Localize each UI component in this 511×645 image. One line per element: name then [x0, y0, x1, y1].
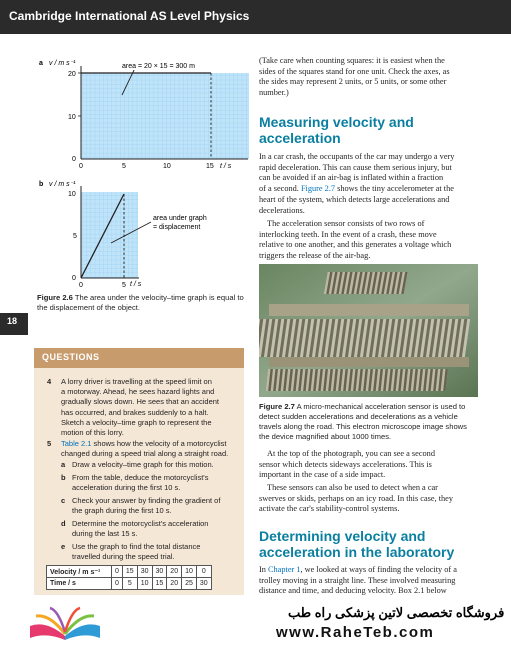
heading-line: acceleration	[259, 130, 341, 146]
text-line: relative to one another, and this generates a voltage which	[259, 240, 452, 250]
text-line: The acceleration sensor consists of two rows of	[267, 219, 425, 228]
part-letter: b	[61, 473, 66, 482]
table-cell: 15	[122, 566, 137, 578]
figure-caption-text: The area under the velocity–time graph is equal to the displacement of the object.	[37, 293, 244, 312]
text-line: (Take care when counting squares: it is easiest when the	[259, 56, 445, 65]
table-cell: 0	[112, 578, 123, 590]
question-4-number: 4	[47, 377, 52, 386]
text-line: trolley moving in a straight line. These involved measuring	[259, 575, 456, 585]
table-cell: 30	[137, 566, 152, 578]
text-fragment: In	[259, 565, 268, 574]
paragraph-2	[259, 219, 481, 262]
text-line: In a car crash, the occupants of the car may undergo a very	[259, 152, 455, 161]
table-2-1	[46, 565, 212, 590]
paragraph-3	[259, 449, 481, 481]
question-5d-text	[72, 519, 242, 539]
graph-a-annotation: area = 20 × 15 = 300 m	[122, 63, 195, 70]
heading-line: Determining velocity and	[259, 528, 426, 544]
question-5a-text	[72, 460, 242, 470]
text-line: number.)	[259, 88, 289, 98]
question-5b-text	[72, 473, 242, 493]
text-fragment: shows the tiny accelerometer at the	[335, 184, 454, 194]
caption-text: A micro-mechanical acceleration sensor is used to	[294, 402, 466, 411]
table-cell: 30	[196, 578, 211, 590]
footer-url[interactable]: www.RaheTeb.com	[276, 624, 435, 641]
question-line: travelled during the speed trial.	[72, 552, 175, 562]
table-2-1-link[interactable]: Table 2.1	[61, 439, 92, 448]
text-line: the sides may represent 2 units, or 5 units, or some other	[259, 77, 447, 87]
question-line: during the last 15 s.	[72, 529, 138, 539]
graph-a-y-axis-label: v / m s⁻¹	[49, 60, 76, 67]
question-5-text	[61, 439, 243, 459]
table-cell: 10	[182, 566, 197, 578]
text-fragment: , we looked at ways of finding the velocity of a	[300, 565, 457, 574]
question-line: motion of this lorry.	[61, 428, 124, 438]
paragraph-5	[259, 565, 481, 597]
table-cell: 25	[182, 578, 197, 590]
sensor-micrograph	[259, 264, 478, 397]
section-heading-measuring	[259, 114, 489, 146]
question-line: Determine the motorcyclist's acceleration	[72, 519, 209, 528]
section-heading-determining	[259, 528, 499, 560]
graph-a	[36, 54, 251, 172]
table-cell: 15	[152, 578, 167, 590]
graph-b-y-tick: 10	[68, 191, 76, 198]
table-header: Velocity / m s⁻¹	[47, 566, 112, 578]
caption-line: travels along the road. This electron microscope image shows	[259, 422, 467, 431]
text-line: sensor which detects sideways accelerations. This is	[259, 459, 432, 469]
table-row	[47, 578, 212, 590]
caption-line: detect sudden accelerations and decelerations as a vehicle	[259, 412, 458, 421]
text-line: These sensors can also be used to detect when a car	[267, 483, 438, 492]
question-5-number: 5	[47, 439, 52, 448]
question-line: has occurred, and brakes suddenly to a halt.	[61, 407, 209, 417]
question-line: Use the graph to find the total distance	[72, 542, 201, 551]
figure-2-7-link[interactable]: Figure 2.7	[300, 184, 336, 194]
accelerometer-photo	[259, 264, 478, 397]
graph-b-annotation-line2: = displacement	[153, 224, 201, 231]
part-letter: e	[61, 542, 66, 551]
graph-b-y-tick: 0	[72, 275, 76, 282]
paragraph-4	[259, 483, 481, 515]
question-line: Draw a velocity–time graph for this motion.	[72, 460, 214, 469]
figure-2-6-caption	[37, 293, 247, 313]
table-cell: 20	[167, 578, 182, 590]
question-line: a motorway. Ahead, he sees hazard lights and	[61, 387, 215, 397]
graph-a-y-tick: 10	[68, 114, 76, 121]
part-letter: d	[61, 519, 66, 528]
graph-a-x-tick: 10	[163, 163, 171, 170]
heading-line: acceleration in the laboratory	[259, 544, 455, 560]
graph-a-label: a	[39, 60, 43, 67]
question-4-text	[61, 377, 241, 438]
graph-a-y-tick: 0	[72, 156, 76, 163]
text-line: interlocking teeth. In the event of a crash, these move	[259, 229, 437, 239]
graph-b-y-tick: 5	[73, 233, 77, 240]
text-line: rapid deceleration. This can cause them serious injury, but	[259, 162, 452, 172]
text-line: sides of the squares stand for one unit. Check the axes, as	[259, 66, 450, 76]
table-cell: 20	[167, 566, 182, 578]
question-line: acceleration during the first 10 s.	[72, 483, 181, 493]
question-line: the graph during the first 10 s.	[72, 506, 172, 516]
text-line: decelerations.	[259, 205, 305, 215]
question-line: gradually slows down. He sees that an accident	[61, 397, 220, 407]
figure-label: Figure 2.7	[259, 402, 295, 411]
footer-persian-text: فروشگاه تخصصی لاتین پزشکی راه طب	[288, 605, 505, 620]
book-logo-icon	[26, 606, 104, 642]
graph-a-x-tick: 0	[79, 163, 83, 170]
text-line: triggers the release of the air-bag.	[259, 251, 371, 261]
heading-line: Measuring velocity and	[259, 114, 414, 130]
table-cell: 30	[152, 566, 167, 578]
graph-b	[36, 178, 251, 290]
graph-a-x-tick: 5	[122, 163, 126, 170]
text-line: swerves or skids, perhaps on an icy road. In this case, they	[259, 493, 454, 503]
chapter-1-link[interactable]: Chapter 1	[268, 565, 301, 574]
text-fragment: of a second.	[259, 184, 301, 194]
figure-label: Figure 2.6	[37, 293, 73, 302]
paragraph-1	[259, 152, 481, 216]
question-line: changed during a speed trial along a straight road.	[61, 449, 229, 459]
figure-2-7-caption	[259, 402, 478, 442]
graph-b-x-tick: 0	[79, 282, 83, 289]
questions-header	[34, 348, 244, 368]
table-cell: 5	[122, 578, 137, 590]
part-letter: a	[61, 460, 66, 469]
question-5e-text	[72, 542, 242, 562]
page-header	[0, 0, 511, 34]
text-line: At the top of the photograph, you can see a second	[267, 449, 435, 458]
text-line: can be avoided if an air-bag is inflated within a fraction	[259, 173, 444, 183]
question-line: From the table, deduce the motorcyclist's	[72, 473, 209, 482]
question-line: Sketch a velocity–time graph to represent the	[61, 417, 212, 427]
question-5c-text	[72, 496, 242, 516]
graph-a-x-tick: 15	[206, 163, 214, 170]
question-line: Check your answer by finding the gradient of	[72, 496, 221, 505]
graph-b-label: b	[39, 181, 44, 188]
table-row	[47, 566, 212, 578]
intro-paragraph	[259, 56, 481, 99]
text-line: important in the case of a side impact.	[259, 470, 386, 480]
part-letter: c	[61, 496, 66, 505]
table-header: Time / s	[47, 578, 112, 590]
graph-b-x-axis-label: t / s	[130, 281, 142, 288]
questions-title: QUESTIONS	[42, 352, 100, 362]
page-number-tab	[0, 313, 28, 335]
page-number: 18	[7, 316, 18, 326]
graph-a-x-axis-label: t / s	[220, 163, 232, 170]
graph-b-x-tick: 5	[122, 282, 126, 289]
text-line: heart of the system, which detects large accelerations and	[259, 194, 450, 204]
caption-line: the device magnified about 1000 times.	[259, 432, 392, 441]
book-title: Cambridge International AS Level Physics	[9, 9, 250, 23]
graph-a-y-tick: 20	[68, 71, 76, 78]
graph-b-y-axis-label: v / m s⁻¹	[49, 181, 76, 188]
question-line: A lorry driver is travelling at the speed limit on	[61, 377, 212, 386]
text-line: distance and time, and deducing velocity. Box 2.1 below	[259, 586, 447, 596]
table-cell: 0	[112, 566, 123, 578]
graph-b-annotation-line1: area under graph	[153, 215, 207, 222]
text-line: activate the car's stability-control systems.	[259, 504, 400, 514]
table-cell: 0	[196, 566, 211, 578]
table-cell: 10	[137, 578, 152, 590]
question-line: shows how the velocity of a motorcyclist	[91, 439, 227, 448]
